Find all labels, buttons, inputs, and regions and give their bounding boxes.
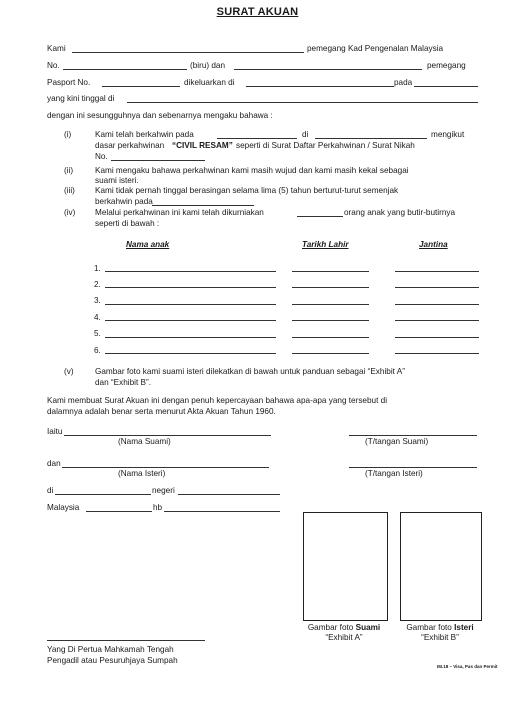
caption-a-bold: Suami (355, 623, 381, 632)
field-child-name[interactable] (105, 353, 276, 354)
field-marriage-date[interactable] (217, 138, 297, 139)
field-child-name[interactable] (105, 320, 276, 321)
form-code: IM.18 – Visa, Pas dan Permit (437, 664, 498, 669)
photo-box-isteri[interactable] (400, 512, 482, 621)
officer-title-2: Pengadil atau Pesuruhjaya Sumpah (47, 656, 178, 665)
field-child-gender[interactable] (395, 304, 479, 305)
field-kp-no[interactable] (63, 69, 187, 70)
caption-exhibit-a (294, 623, 394, 643)
declaration-line-1: Kami membuat Surat Akuan ini dengan penuh kepercayaan bahawa apa-apa yang tersebut di (47, 396, 388, 405)
field-child-gender[interactable] (395, 287, 479, 288)
label-nama-isteri: (Nama Isteri) (118, 469, 166, 478)
document-title: SURAT AKUAN (216, 6, 299, 18)
clause-iii-text-b: berkahwin pada (95, 197, 153, 206)
caption-exhibit-b (390, 623, 490, 643)
label-ttangan-isteri: (T/tangan Isteri) (365, 469, 423, 478)
col-header-tarikh-lahir: Tarikh Lahir (302, 240, 349, 249)
row-number: 6. (94, 346, 101, 355)
field-child-name[interactable] (105, 337, 276, 338)
field-marriage-cert-no[interactable] (111, 160, 205, 161)
field-issued-at[interactable] (246, 86, 394, 87)
field-passport-no[interactable] (102, 86, 180, 87)
clause-v-number: (v) (64, 367, 74, 376)
field-child-name[interactable] (105, 271, 276, 272)
label-malaysia: Malaysia (47, 503, 80, 512)
label-no: No. (47, 61, 60, 70)
caption-a-exhibit: “Exhibit A” (325, 633, 363, 642)
clause-i-text-b: di (302, 130, 309, 139)
clause-i-number: (i) (64, 130, 72, 139)
field-address[interactable] (127, 102, 478, 103)
clause-iv-text-c: seperti di bawah : (95, 219, 160, 228)
field-wife-name[interactable] (62, 467, 269, 468)
label-pemegang-kp: pemegang Kad Pengenalan Malaysia (307, 44, 444, 53)
label-tinggal: yang kini tinggal di (47, 94, 115, 103)
field-child-gender[interactable] (395, 353, 479, 354)
clause-i-text-d: dasar perkahwinan (95, 141, 165, 150)
label-biru-dan: (biru) dan (190, 61, 226, 70)
field-child-dob[interactable] (292, 271, 369, 272)
officer-title-1: Yang Di Pertua Mahkamah Tengah (47, 645, 174, 654)
row-number: 5. (94, 329, 101, 338)
field-sign-place[interactable] (55, 494, 151, 495)
label-nama-suami: (Nama Suami) (118, 437, 171, 446)
field-child-gender[interactable] (395, 320, 479, 321)
field-sign-state[interactable] (178, 494, 280, 495)
label-iaitu: Iaitu (47, 427, 63, 436)
clause-i-text-f: seperti di Surat Daftar Perkahwinan / Surat Nikah (236, 141, 415, 150)
field-child-dob[interactable] (292, 353, 369, 354)
label-di: di (47, 486, 54, 495)
label-negeri: negeri (152, 486, 175, 495)
label-ttangan-suami: (T/tangan Suami) (365, 437, 429, 446)
field-children-count[interactable] (297, 216, 343, 217)
caption-a-prefix: Gambar foto (307, 623, 354, 632)
row-number: 2. (94, 280, 101, 289)
col-header-jantina: Jantina (419, 240, 448, 249)
clause-ii-number: (ii) (64, 166, 74, 175)
row-number: 4. (94, 313, 101, 322)
field-husband-name[interactable] (64, 435, 271, 436)
field-child-name[interactable] (105, 287, 276, 288)
field-child-dob[interactable] (292, 320, 369, 321)
field-husband-signature[interactable] (349, 435, 477, 436)
label-hb: hb (153, 503, 163, 512)
field-marriage-place[interactable] (315, 138, 427, 139)
col-header-nama-anak: Nama anak (126, 240, 170, 249)
label-dan: dan (47, 459, 61, 468)
field-married-since[interactable] (152, 205, 254, 206)
field-officer-signature[interactable] (47, 640, 205, 641)
clause-i-text-c: mengikut (431, 130, 465, 139)
row-number: 1. (94, 264, 101, 273)
clause-i-civil-resam: “CIVIL RESAM” (172, 141, 233, 150)
field-wife-signature[interactable] (349, 467, 477, 468)
field-second-name[interactable] (234, 69, 422, 70)
clause-i-text-g: No. (95, 152, 108, 161)
caption-b-bold: Isteri (454, 623, 474, 632)
field-child-gender[interactable] (395, 271, 479, 272)
label-pemegang: pemegang (427, 61, 466, 70)
photo-box-suami[interactable] (303, 512, 388, 621)
clause-iv-text-b: orang anak yang butir-butirnya (344, 208, 456, 217)
label-kami: Kami (47, 44, 66, 53)
field-child-dob[interactable] (292, 304, 369, 305)
field-issued-date[interactable] (414, 86, 478, 87)
caption-b-exhibit: “Exhibit B” (421, 633, 459, 642)
caption-b-prefix: Gambar foto (406, 623, 452, 632)
clause-iv-number: (iv) (64, 208, 76, 217)
intro-text: dengan ini sesungguhnya dan sebenarnya mengaku bahawa : (47, 111, 273, 120)
clause-v-text-b: dan “Exhibit B”. (95, 378, 151, 387)
clause-iii-text-a: Kami tidak pernah tinggal berasingan selama lima (5) tahun berturut-turut semenjak (95, 186, 399, 195)
label-pada: pada (394, 78, 413, 87)
clause-ii-text-a: Kami mengaku bahawa perkahwinan kami masih wujud dan kami masih kekal sebagai (95, 166, 409, 175)
clause-i-text-a: Kami telah berkahwin pada (95, 130, 194, 139)
field-child-gender[interactable] (395, 337, 479, 338)
clause-iii-number: (iii) (64, 186, 75, 195)
field-kami-name[interactable] (72, 52, 304, 53)
field-child-dob[interactable] (292, 287, 369, 288)
clause-iv-text-a: Melalui perkahwinan ini kami telah dikurniakan (95, 208, 264, 217)
field-child-dob[interactable] (292, 337, 369, 338)
row-number: 3. (94, 296, 101, 305)
clause-ii-text-b: suami isteri. (95, 176, 139, 185)
declaration-line-2: dalamnya adalah benar serta menurut Akta Akuan Tahun 1960. (47, 407, 276, 416)
label-pasport: Pasport No. (47, 78, 91, 87)
clause-v-text-a: Gambar foto kami suami isteri dilekatkan di bawah untuk panduan sebagai “Exhibit A” (95, 367, 405, 376)
field-sign-day[interactable] (86, 511, 152, 512)
label-dikeluarkan: dikeluarkan di (184, 78, 235, 87)
field-sign-date[interactable] (164, 511, 280, 512)
field-child-name[interactable] (105, 304, 276, 305)
